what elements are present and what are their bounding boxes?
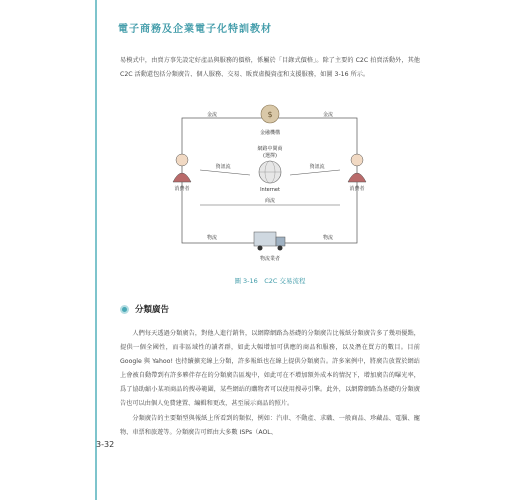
- bank-label: 金融機構: [259, 130, 281, 136]
- page-header-title: 電子商務及企業電子化特訓教材: [118, 24, 272, 35]
- body-paragraph-2: 分類廣告的主要類型與報紙上所看到的類似，例如：汽車、不動產、求職、一般商品、珍藏品、電腦、寵物、車票和旅遊等。分類廣告可經由大多數 ISPs（AOL、: [120, 415, 420, 436]
- figure-caption: 圖 3-16 C2C 交易流程: [234, 277, 306, 285]
- money-flow-top-left: 金流: [206, 112, 218, 118]
- info-line-right: [290, 170, 340, 175]
- truck-label: 物流業者: [259, 256, 281, 262]
- consumer-right-label: 消費者: [349, 186, 365, 192]
- goods-flow-left: 物流: [206, 235, 218, 241]
- truck-icon: [254, 232, 285, 251]
- intermediary-label: 網路中間商: [257, 146, 283, 152]
- section-title: 分類廣告: [135, 305, 170, 315]
- intermediary-sub-label: (選擇): [263, 153, 277, 159]
- section-heading: [120, 302, 169, 316]
- info-flow-right: 資訊流: [309, 164, 325, 170]
- bank-icon: [261, 105, 279, 123]
- info-flow-left: 資訊流: [215, 164, 231, 170]
- svg-text:$: $: [267, 110, 273, 119]
- internet-label: Internet: [260, 187, 280, 193]
- info-line-left: [200, 170, 250, 175]
- commerce-flow: 商流: [264, 198, 276, 204]
- left-margin-rule: [95, 0, 97, 500]
- money-flow-top-right: 金流: [322, 112, 334, 118]
- page-number: 3-32: [96, 440, 115, 449]
- consumer-left-label: 消費者: [174, 186, 190, 192]
- section-bullet-icon: [120, 305, 129, 314]
- globe-icon: [259, 161, 281, 183]
- intro-paragraph: 易模式中，由賣方事先設定好產品與服務的價格，係屬於「目錄式價格」。除了主要的 C2C 拍賣活動外，其他 C2C 活動還包括分類廣告、個人服務、交易、販賣虛擬資產和支援服務，如圖 3-16 所示。: [120, 57, 420, 78]
- c2c-flow-diagram: [120, 100, 420, 270]
- goods-flow-right: 物流: [322, 235, 334, 241]
- body-paragraph-1: 人們每天透過分類廣告，對他人進行銷售，以網際網路為基礎的分類廣告比報紙分類廣告多了幾項優點，提供一個全國性，而非區域性的讀者群，如此大幅增加可供應的商品和服務，以及潛在買方的數目。目前 Google 與 Yahoo! 也持續擴充線上分類，許多報紙也在線上提供分類廣告。許多案例中，將廣告放置於網站上會被自動帶到有許多夥伴存在的分類廣告區塊中，如此可在不增加額外成本的情況下，增加廣告的曝光率，爲了協助縮小某項商品的搜尋範圍，某些網站的購物者可以使用搜尋引擎。此外，以網際網路為基礎的分類廣告也可以由個人免費建置、編輯和更改，甚至展示商品的照片。: [120, 330, 420, 407]
